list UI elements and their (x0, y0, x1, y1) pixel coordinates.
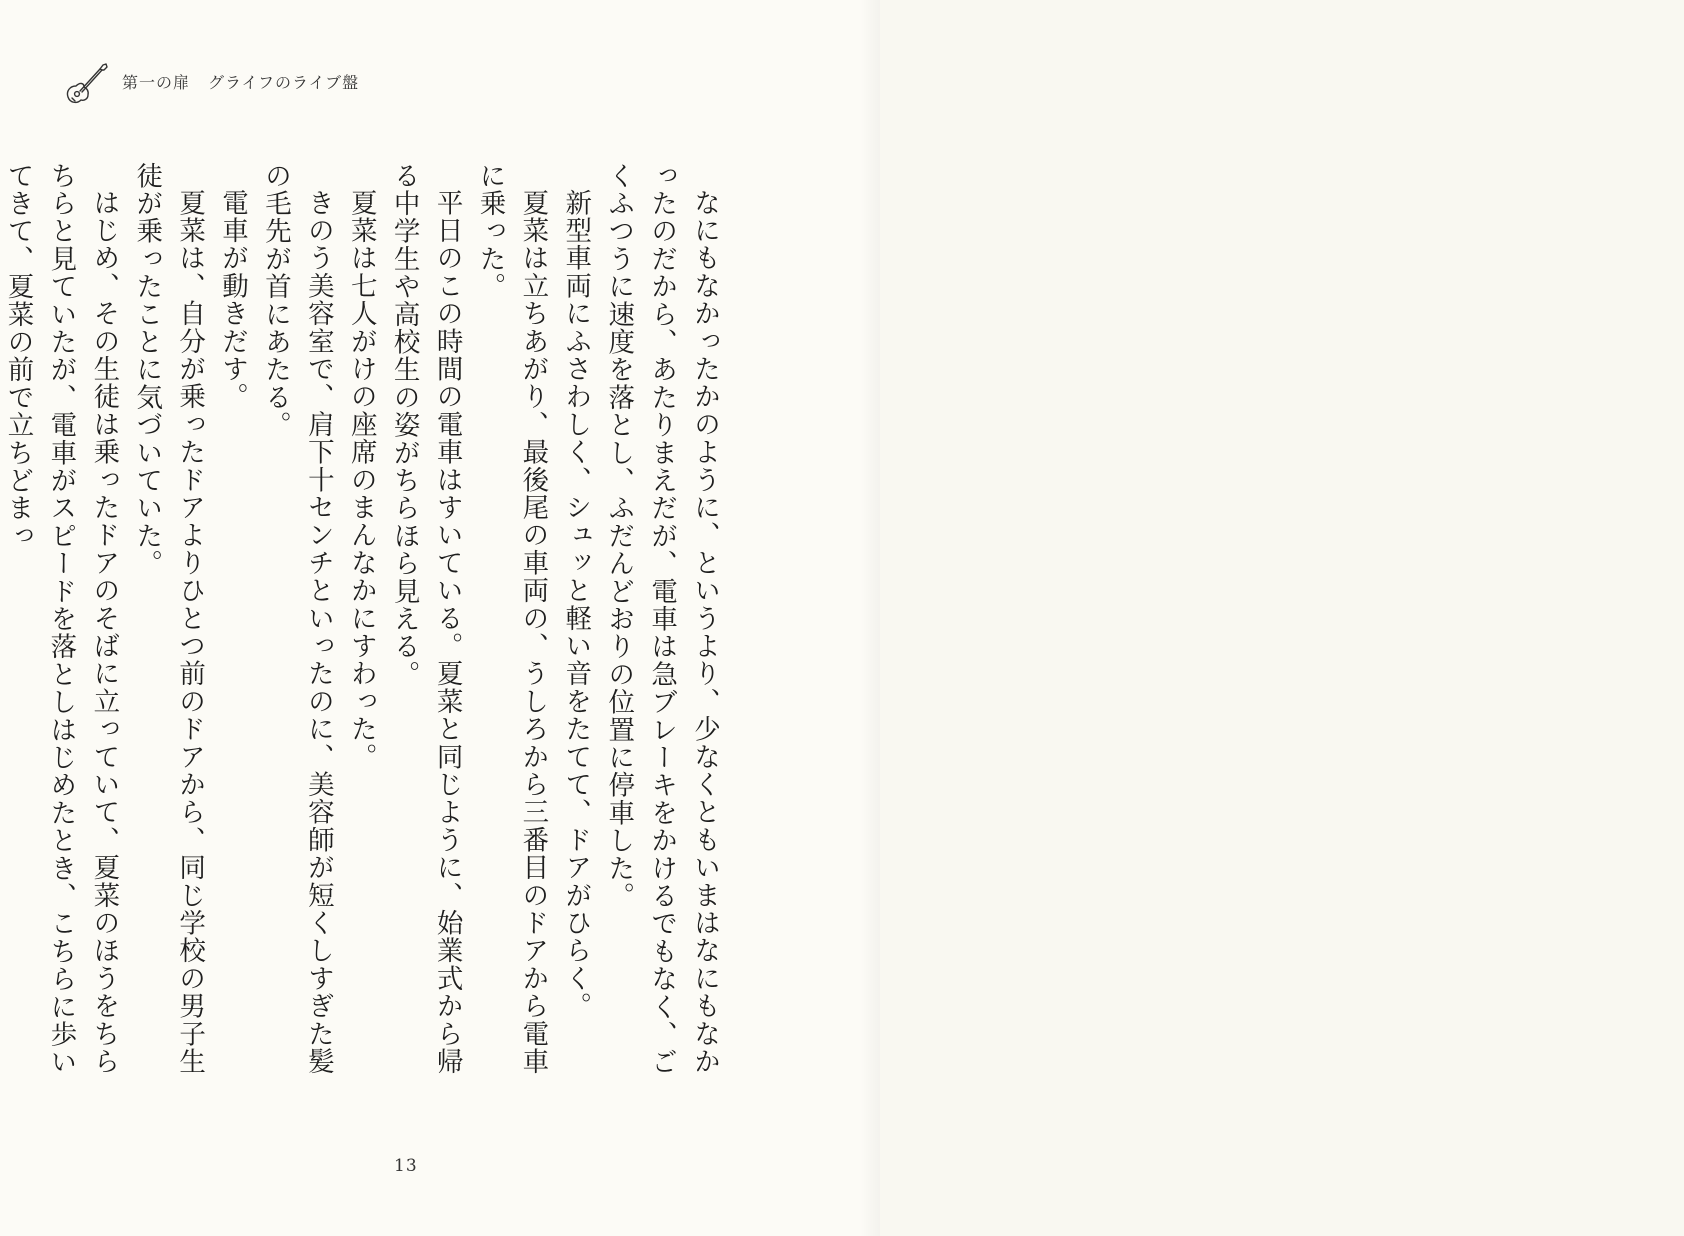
paragraph: きのう美容室で、肩下十センチといったのに、美容師が短くしすぎた髪の毛先が首にあたる。 (259, 162, 334, 1075)
right-page-blank (880, 0, 1684, 1236)
page-number: 13 (394, 1156, 418, 1176)
paragraph: 平日のこの時間の電車はすいている。夏菜と同じように、始業式から帰る中学生や高校生の姿がちらほら見える。 (388, 162, 463, 1075)
paragraph: はじめ、その生徒は乗ったドアのそばに立っていて、夏菜のほうをちらちらと見ていたが、電車がスピードを落としはじめたとき、こちらに歩いてきて、夏菜の前で立ちどまっ (2, 162, 120, 1077)
paragraph: 夏菜は立ちあがり、最後尾の車両の、うしろから三番目のドアから電車に乗った。 (474, 162, 549, 1075)
paragraph: 夏菜は、自分が乗ったドアよりひとつ前のドアから、同じ学校の男子生徒が乗ったことに気づいていた。 (131, 162, 206, 1075)
running-head (62, 56, 359, 106)
paragraph: 新型車両にふさわしく、シュッと軽い音をたてて、ドアがひらく。 (560, 188, 592, 1020)
paragraph: 電車が動きだす。 (217, 188, 249, 411)
paragraph: 夏菜は七人がけの座席のまんなかにすわった。 (345, 188, 377, 771)
body-text (2, 162, 725, 1092)
paragraph: なにもなかったかのように、というより、少なくともいまはなにもなかったのだから、あたりまえだが、電車は急ブレーキをかけるでもなく、ごくふつうに速度を落とし、ふだんどおりの位置に停車した。 (603, 162, 720, 1077)
chapter-title: グライフのライブ盤 (208, 72, 360, 92)
guitar-icon (62, 55, 114, 107)
chapter-label: 第一の扉 (122, 72, 191, 92)
